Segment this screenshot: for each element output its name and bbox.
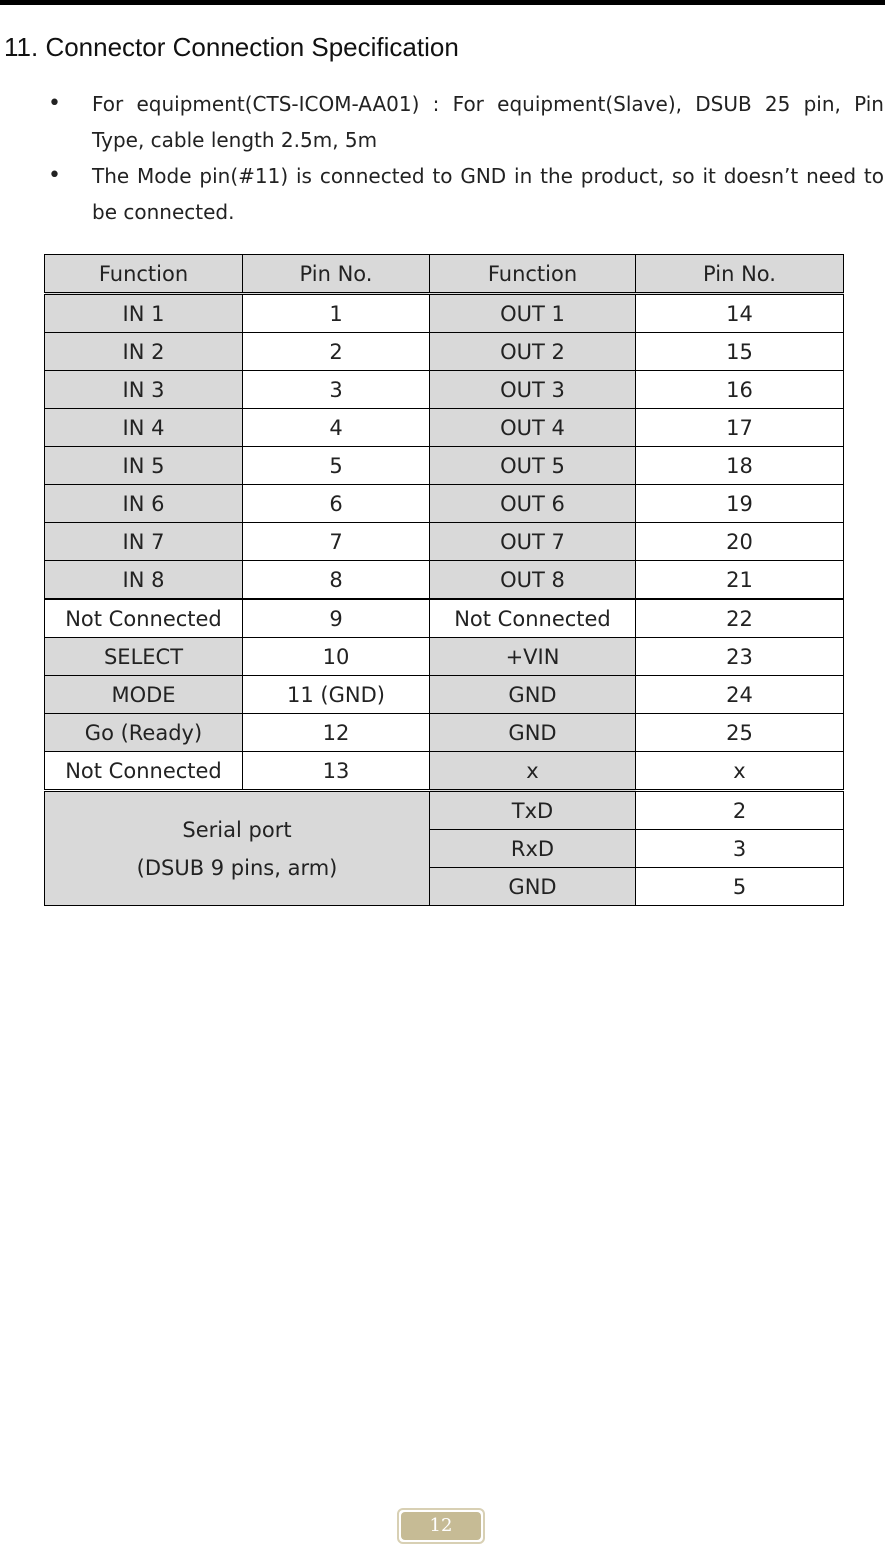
table-row bbox=[45, 333, 844, 371]
table-row bbox=[45, 752, 844, 791]
function-cell: RxD bbox=[430, 830, 636, 868]
pin-cell: 12 bbox=[243, 714, 430, 752]
pin-cell: 15 bbox=[636, 333, 844, 371]
serial-row bbox=[45, 791, 844, 830]
serial-port-label bbox=[45, 791, 430, 906]
bullet-item bbox=[48, 86, 884, 158]
pin-cell: 20 bbox=[636, 523, 844, 561]
function-cell: IN 4 bbox=[45, 409, 243, 447]
connector-pin-table bbox=[44, 254, 844, 906]
function-cell: TxD bbox=[430, 791, 636, 830]
table-row bbox=[45, 714, 844, 752]
function-cell: OUT 4 bbox=[430, 409, 636, 447]
pin-cell: 1 bbox=[243, 294, 430, 333]
pin-cell: 2 bbox=[636, 791, 844, 830]
function-cell: MODE bbox=[45, 676, 243, 714]
pin-cell: 3 bbox=[636, 830, 844, 868]
pin-cell: 24 bbox=[636, 676, 844, 714]
header-cell: Pin No. bbox=[636, 255, 844, 294]
function-cell: IN 7 bbox=[45, 523, 243, 561]
top-rule bbox=[0, 0, 885, 5]
header-cell: Pin No. bbox=[243, 255, 430, 294]
bullet-text: For equipment(CTS-ICOM-AA01) : For equipment(Slave), DSUB 25 pin, Pin Type, cable length 2.5m, 5m bbox=[92, 92, 884, 152]
pin-cell: 2 bbox=[243, 333, 430, 371]
table-row bbox=[45, 371, 844, 409]
table-row bbox=[45, 599, 844, 638]
pin-cell: 9 bbox=[243, 599, 430, 638]
pin-cell: 10 bbox=[243, 638, 430, 676]
pin-cell: 16 bbox=[636, 371, 844, 409]
page-number: 12 bbox=[401, 1512, 481, 1540]
function-cell: OUT 7 bbox=[430, 523, 636, 561]
table-row bbox=[45, 676, 844, 714]
function-cell: OUT 1 bbox=[430, 294, 636, 333]
header-cell: Function bbox=[45, 255, 243, 294]
function-cell: Not Connected bbox=[45, 599, 243, 638]
function-cell: OUT 6 bbox=[430, 485, 636, 523]
function-cell: IN 3 bbox=[45, 371, 243, 409]
page-number-badge bbox=[397, 1508, 485, 1544]
table-row bbox=[45, 409, 844, 447]
serial-port-title: Serial port bbox=[182, 817, 292, 842]
function-cell: OUT 8 bbox=[430, 561, 636, 600]
function-cell: Not Connected bbox=[430, 599, 636, 638]
bullet-list bbox=[48, 86, 884, 230]
bullet-text: The Mode pin(#11) is connected to GND in the product, so it doesn’t need to be connected. bbox=[92, 164, 884, 224]
function-cell: SELECT bbox=[45, 638, 243, 676]
bullet-item bbox=[48, 158, 884, 230]
function-cell: GND bbox=[430, 868, 636, 906]
section-title: 11. Connector Connection Specification bbox=[4, 32, 459, 62]
pin-cell: 23 bbox=[636, 638, 844, 676]
function-cell: OUT 2 bbox=[430, 333, 636, 371]
table-row bbox=[45, 638, 844, 676]
pin-cell: 7 bbox=[243, 523, 430, 561]
function-cell: IN 2 bbox=[45, 333, 243, 371]
function-cell: Go (Ready) bbox=[45, 714, 243, 752]
function-cell: IN 8 bbox=[45, 561, 243, 600]
pin-cell: 3 bbox=[243, 371, 430, 409]
pin-cell: 18 bbox=[636, 447, 844, 485]
table-row bbox=[45, 485, 844, 523]
function-cell: x bbox=[430, 752, 636, 791]
pin-cell: x bbox=[636, 752, 844, 791]
pin-cell: 14 bbox=[636, 294, 844, 333]
pin-cell: 21 bbox=[636, 561, 844, 600]
pin-cell: 11 (GND) bbox=[243, 676, 430, 714]
pin-cell: 17 bbox=[636, 409, 844, 447]
table-row bbox=[45, 294, 844, 333]
function-cell: GND bbox=[430, 676, 636, 714]
pin-cell: 19 bbox=[636, 485, 844, 523]
function-cell: IN 1 bbox=[45, 294, 243, 333]
pin-cell: 5 bbox=[243, 447, 430, 485]
function-cell: +VIN bbox=[430, 638, 636, 676]
function-cell: Not Connected bbox=[45, 752, 243, 791]
pin-cell: 25 bbox=[636, 714, 844, 752]
function-cell: GND bbox=[430, 714, 636, 752]
pin-cell: 4 bbox=[243, 409, 430, 447]
serial-port-subtitle: (DSUB 9 pins, arm) bbox=[136, 855, 338, 880]
function-cell: IN 5 bbox=[45, 447, 243, 485]
function-cell: OUT 5 bbox=[430, 447, 636, 485]
header-cell: Function bbox=[430, 255, 636, 294]
pin-cell: 6 bbox=[243, 485, 430, 523]
function-cell: IN 6 bbox=[45, 485, 243, 523]
bullet-dot-icon: • bbox=[48, 163, 61, 188]
table-row bbox=[45, 523, 844, 561]
pin-cell: 22 bbox=[636, 599, 844, 638]
pin-cell: 5 bbox=[636, 868, 844, 906]
table-header-row bbox=[45, 255, 844, 294]
bullet-dot-icon: • bbox=[48, 91, 61, 116]
pin-cell: 13 bbox=[243, 752, 430, 791]
function-cell: OUT 3 bbox=[430, 371, 636, 409]
table-row bbox=[45, 561, 844, 600]
table-row bbox=[45, 447, 844, 485]
pin-cell: 8 bbox=[243, 561, 430, 600]
